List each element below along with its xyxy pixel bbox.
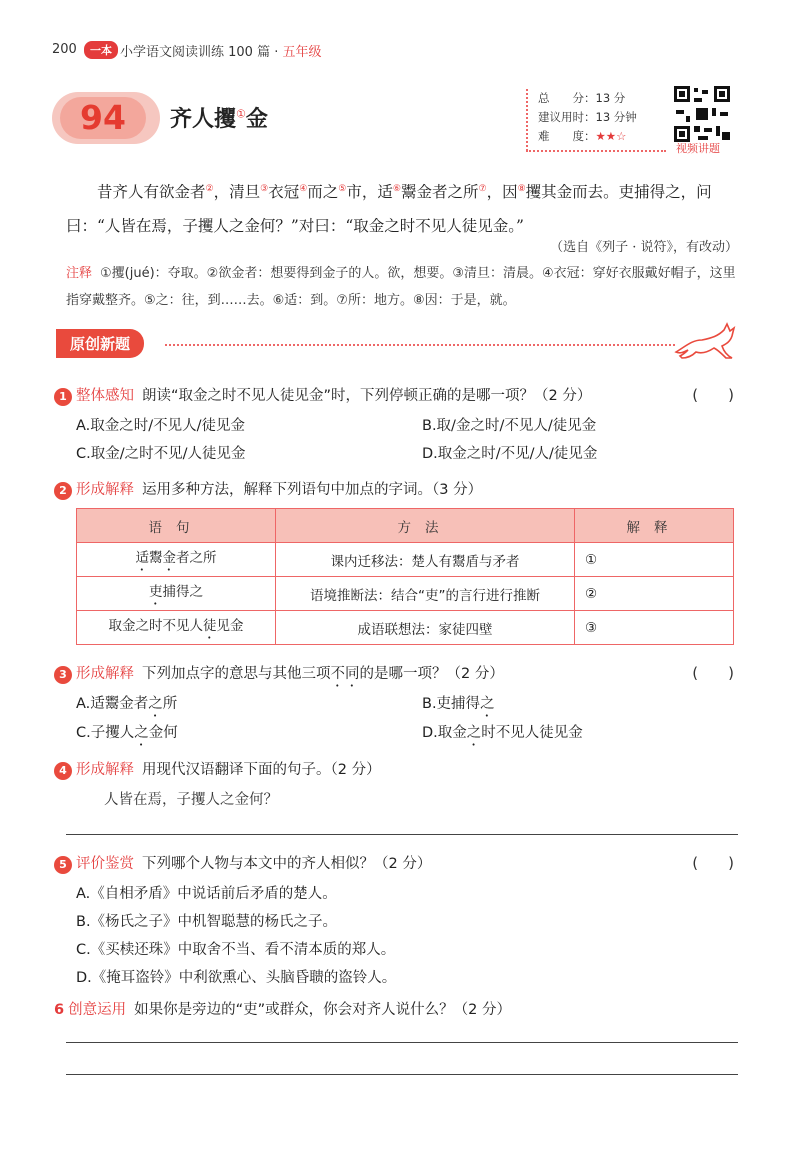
q5-option-a[interactable]: A.《自相矛盾》中说话前后矛盾的楚人。 [76,886,337,902]
brand-logo: 一本 [84,41,118,59]
table-row [77,577,734,611]
q5-option-c[interactable]: C.《买椟还珠》中取舍不当、看不清本质的郑人。 [76,942,396,958]
question-6-text: 如果你是旁边的“吏”或群众，你会对齐人说什么？（2 分） [134,1002,511,1018]
question-1 [54,384,591,406]
question-4-number: 4 [54,762,72,780]
q3-option-c[interactable]: C.子攫人之金何 [76,725,178,741]
lesson-info [526,89,668,151]
question-5-text: 下列哪个人物与本文中的齐人相似？（2 分） [142,856,432,872]
table-header: 方法 [276,509,575,543]
question-5-number: 5 [54,856,72,874]
q5-option-b[interactable]: B.《杨氏之子》中机智聪慧的杨氏之子。 [76,914,338,930]
table-header: 语句 [77,509,276,543]
table-cell-sentence: 取金之时不见人徒见金 [77,611,276,645]
grade-label: 五年级 [282,45,322,60]
answer-blank-1[interactable]: ( ) [692,386,734,404]
table-cell-sentence: 吏捕得之 [77,577,276,611]
qr-code-icon[interactable] [672,84,732,144]
table-cell-sentence: 适鬻金者之所 [77,543,276,577]
passage-source: （选自《列子 · 说符》，有改动） [550,240,738,255]
lesson-number: 94 [60,97,146,139]
answer-line[interactable] [66,1042,738,1043]
book-title: 小学语文阅读训练 100 篇 · 五年级 [120,45,322,60]
table-cell-method: 语境推断法：结合“吏”的言行进行推断 [276,577,575,611]
question-2-number: 2 [54,482,72,500]
question-4-tag: 形成解释 [76,762,134,778]
question-3: 3 形成解释 下列加点字的意思与其他三项不同的是哪一项？（2 分） [54,662,504,690]
q3-option-b[interactable]: B.吏捕得之 [422,696,495,712]
question-1-number: 1 [54,388,72,406]
answer-blank-3[interactable]: ( ) [692,664,734,682]
answer-blank-5[interactable]: ( ) [692,854,734,872]
annotations-label: 注释 [66,266,93,281]
q5-option-d[interactable]: D.《掩耳盗铃》中利欲熏心、头脑昏聩的盗铃人。 [76,970,397,986]
section-title: 原创新题 [56,329,144,358]
question-6-number: 6 [54,1002,65,1018]
answer-line[interactable] [66,834,738,835]
question-6 [54,998,511,1019]
q1-option-a[interactable]: A.取金之时/不见人/徒见金 [76,418,246,434]
info-total: 总 分：13 分 [538,91,626,105]
table-cell-answer[interactable]: ① [575,543,734,577]
translation-sentence: 人皆在焉，子攫人之金何？ [104,792,278,808]
lesson-title: 齐人攫①金 [170,107,268,132]
q1-option-d[interactable]: D.取金之时/不见/人/徒见金 [422,446,598,462]
passage: 昔齐人有欲金者②，清旦③衣冠④而之⑤市，适⑥鬻金者之所⑦，因⑧攫其金而去。吏捕得之，问曰：“人皆在焉，子攫人之金何？”对曰：“取金之时不见人徒见金。” [66,183,712,236]
question-5 [54,852,431,874]
table-cell-method: 课内迁移法：楚人有鬻盾与矛者 [276,543,575,577]
table-cell-method: 成语联想法：家徒四壁 [276,611,575,645]
q3-option-a[interactable]: A.适鬻金者之所 [76,696,178,712]
table-cell-answer[interactable]: ③ [575,611,734,645]
question-2 [54,478,482,500]
q3-option-d[interactable]: D.取金之时不见人徒见金 [422,725,583,741]
question-2-tag: 形成解释 [76,482,134,498]
answer-line[interactable] [66,1074,738,1075]
q1-option-c[interactable]: C.取金/之时不见/人徒见金 [76,446,246,462]
question-3-number: 3 [54,666,72,684]
difficulty-stars: ★★☆ [595,129,627,143]
q1-option-b[interactable]: B.取/金之时/不见人/徒见金 [422,418,597,434]
question-6-tag: 创意运用 [68,1002,127,1018]
table-row [77,543,734,577]
vocab-table [76,508,734,645]
video-lesson-label[interactable]: 视频讲题 [676,142,720,155]
question-4-text: 用现代汉语翻译下面的句子。（2 分） [142,762,381,778]
info-difficulty: 难 度：★★☆ [538,129,627,143]
question-5-tag: 评价鉴赏 [76,856,134,872]
table-row [77,611,734,645]
info-time: 建议用时：13 分钟 [538,110,637,124]
table-cell-answer[interactable]: ② [575,577,734,611]
section-divider [165,344,675,346]
table-header: 解释 [575,509,734,543]
question-3-tag: 形成解释 [76,666,134,682]
question-1-text: 朗读“取金之时不见人徒见金”时，下列停顿正确的是哪一项？（2 分） [142,388,592,404]
cat-illustration-icon [672,322,738,362]
question-2-text: 运用多种方法，解释下列语句中加点的字词。（3 分） [142,482,483,498]
annotations: 注释 ①攫(jué)：夺取。②欲金者：想要得到金子的人。欲，想要。③清旦：清晨。④衣冠：穿好衣服戴好帽子，这里指穿戴整齐。⑤之：往，到……去。⑥适：到。⑦所：地方。⑧因：于是，就。 [66,266,736,308]
page-number: 200 [52,42,77,57]
info-divider [526,150,666,152]
question-4 [54,758,381,780]
table-header-row [77,509,734,543]
question-1-tag: 整体感知 [76,388,134,404]
